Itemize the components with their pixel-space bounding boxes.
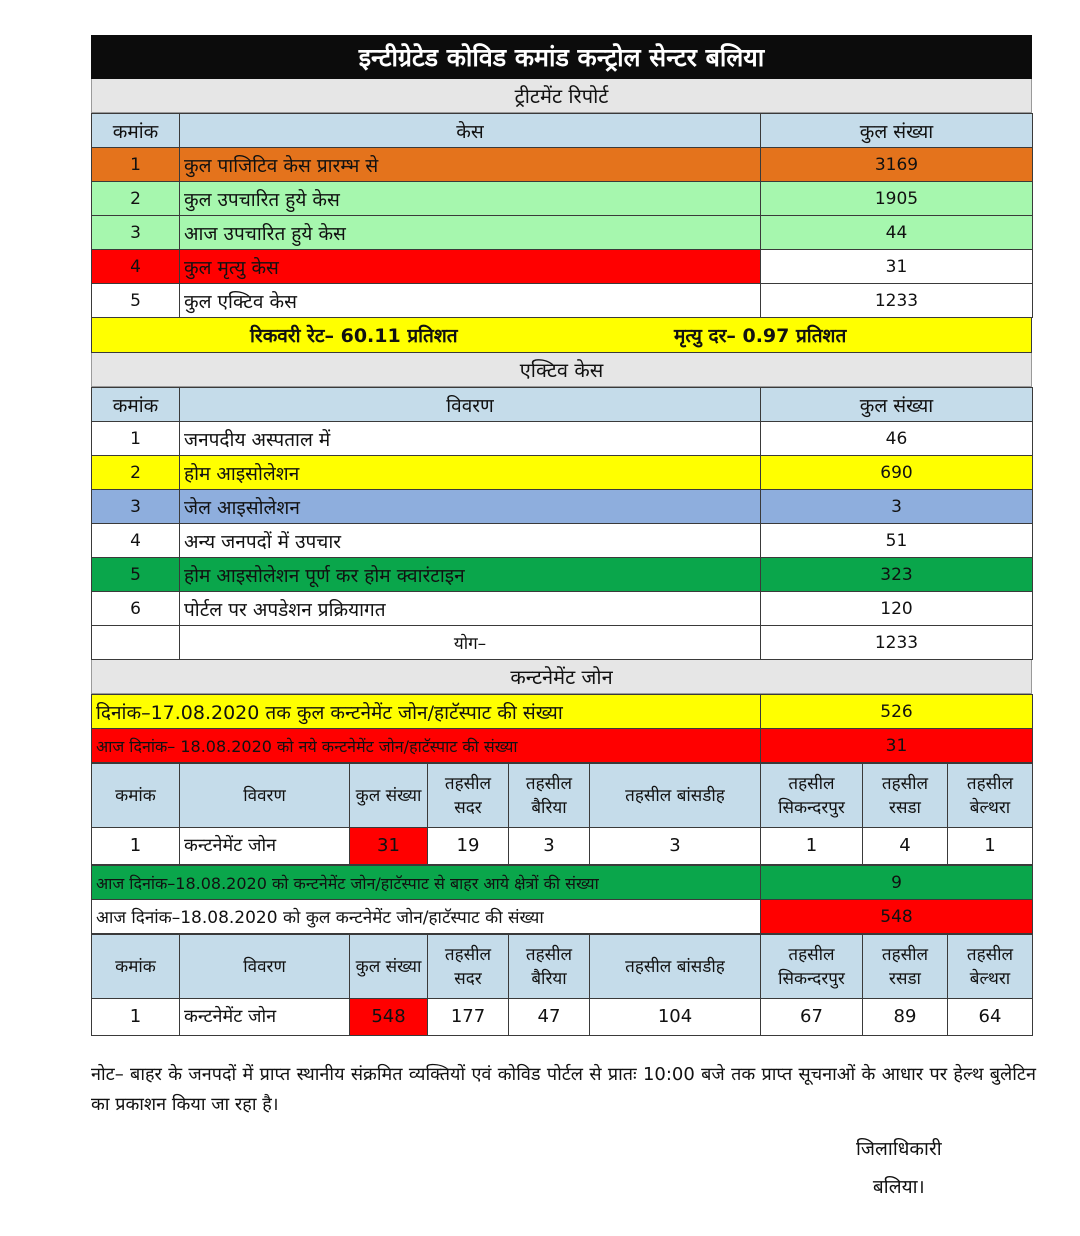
- table-row: [92, 456, 1033, 490]
- table-row: [92, 828, 1033, 865]
- row-label: कन्टनेमेंट जोन: [180, 828, 350, 865]
- new-today-label: आज दिनांक– 18.08.2020 को नये कन्टनेमेंट जोन/हाटॅस्पाट की संख्या: [92, 729, 761, 763]
- active-header-row: [92, 388, 1033, 422]
- col-total-header: कुल संख्या: [761, 114, 1033, 148]
- table-row: [92, 284, 1033, 318]
- row-sno: 5: [92, 558, 180, 592]
- active-section-title: एक्टिव केस: [91, 353, 1032, 387]
- row-value: 46: [761, 422, 1033, 456]
- col-rasra-header: तहसील रसडा: [863, 764, 948, 828]
- table-row: [92, 490, 1033, 524]
- col-rasra-header: तहसील रसडा: [863, 935, 948, 999]
- table-row: [92, 250, 1033, 284]
- total-today-row: [92, 900, 1033, 934]
- table-row: [92, 524, 1033, 558]
- row-value: 120: [761, 592, 1033, 626]
- containment-header-row: [92, 935, 1033, 999]
- col-detail-header: विवरण: [180, 935, 350, 999]
- row-sno: 1: [92, 828, 180, 865]
- col-sadar-header: तहसील सदर: [428, 764, 509, 828]
- row-value: 51: [761, 524, 1033, 558]
- col-total-header: कुल संख्या: [761, 388, 1033, 422]
- row-rasra: 89: [863, 999, 948, 1036]
- row-sno: 4: [92, 250, 180, 284]
- table-row: [92, 182, 1033, 216]
- containment-total-table: [91, 934, 1033, 1036]
- row-label: कुल मृत्यु केस: [180, 250, 761, 284]
- row-label: पोर्टल पर अपडेशन प्रक्रियागत: [180, 592, 761, 626]
- recovery-rate: रिकवरी रेट– 60.11 प्रतिशत: [250, 325, 458, 347]
- row-total: 31: [350, 828, 428, 865]
- page-title: इन्टीग्रेटेड कोविड कमांड कन्ट्रोल सेन्टर बलिया: [91, 35, 1032, 79]
- row-belthara: 64: [948, 999, 1033, 1036]
- treatment-header-row: [92, 114, 1033, 148]
- row-sno: 3: [92, 216, 180, 250]
- out-today-value: 9: [761, 866, 1033, 900]
- signature-title: जिलाधिकारी: [856, 1138, 942, 1160]
- table-row: [92, 216, 1033, 250]
- containment-summary-top: [91, 694, 1033, 763]
- row-sadar: 177: [428, 999, 509, 1036]
- row-value: 3169: [761, 148, 1033, 182]
- row-label: आज उपचारित हुये केस: [180, 216, 761, 250]
- signature-block: [856, 1130, 942, 1206]
- rate-band: [91, 318, 1032, 353]
- table-row: [92, 592, 1033, 626]
- row-total: 548: [350, 999, 428, 1036]
- col-sno-header: कमांक: [92, 935, 180, 999]
- col-total-header: कुल संख्या: [350, 764, 428, 828]
- total-value: 1233: [761, 626, 1033, 660]
- row-value: 31: [761, 250, 1033, 284]
- row-label: होम आइसोलेशन पूर्ण कर होम क्वारंटाइन: [180, 558, 761, 592]
- table-row: [92, 558, 1033, 592]
- row-label: कुल उपचारित हुये केस: [180, 182, 761, 216]
- col-belthara-header: तहसील बेल्थरा: [948, 764, 1033, 828]
- row-bansdih: 3: [590, 828, 761, 865]
- row-sno: 3: [92, 490, 180, 524]
- col-bairia-header: तहसील बैरिया: [509, 935, 590, 999]
- new-today-value: 31: [761, 729, 1033, 763]
- till-date-label: दिनांक–17.08.2020 तक कुल कन्टनेमेंट जोन/हाटॅस्पाट की संख्या: [92, 695, 761, 729]
- till-date-value: 526: [761, 695, 1033, 729]
- row-value: 3: [761, 490, 1033, 524]
- treatment-table: [91, 113, 1033, 318]
- row-bairia: 3: [509, 828, 590, 865]
- active-table: [91, 387, 1033, 660]
- col-sno-header: कमांक: [92, 388, 180, 422]
- row-value: 1905: [761, 182, 1033, 216]
- row-sikanderpur: 67: [761, 999, 863, 1036]
- row-label: कन्टनेमेंट जोन: [180, 999, 350, 1036]
- out-today-label: आज दिनांक–18.08.2020 को कन्टनेमेंट जोन/हाटॅस्पाट से बाहर आये क्षेत्रों की संख्या: [92, 866, 761, 900]
- row-rasra: 4: [863, 828, 948, 865]
- row-sno: 4: [92, 524, 180, 558]
- row-sno-empty: [92, 626, 180, 660]
- table-row: [92, 999, 1033, 1036]
- row-sno: 2: [92, 456, 180, 490]
- row-label: होम आइसोलेशन: [180, 456, 761, 490]
- col-sno-header: कमांक: [92, 114, 180, 148]
- col-bansdih-header: तहसील बांसडीह: [590, 764, 761, 828]
- row-sno: 1: [92, 999, 180, 1036]
- row-bansdih: 104: [590, 999, 761, 1036]
- table-row: [92, 422, 1033, 456]
- row-sadar: 19: [428, 828, 509, 865]
- col-belthara-header: तहसील बेल्थरा: [948, 935, 1033, 999]
- col-sikanderpur-header: तहसील सिकन्दरपुर: [761, 935, 863, 999]
- col-sno-header: कमांक: [92, 764, 180, 828]
- row-value: 44: [761, 216, 1033, 250]
- col-bairia-header: तहसील बैरिया: [509, 764, 590, 828]
- containment-section-title: कन्टनेमेंट जोन: [91, 660, 1032, 694]
- row-sno: 1: [92, 422, 180, 456]
- new-today-row: [92, 729, 1033, 763]
- col-bansdih-header: तहसील बांसडीह: [590, 935, 761, 999]
- bulletin: [91, 35, 1032, 1036]
- row-value: 690: [761, 456, 1033, 490]
- row-bairia: 47: [509, 999, 590, 1036]
- treatment-section-title: ट्रीटमेंट रिपोर्ट: [91, 79, 1032, 113]
- death-rate: मृत्यु दर– 0.97 प्रतिशत: [674, 325, 847, 347]
- row-sno: 5: [92, 284, 180, 318]
- row-value: 323: [761, 558, 1033, 592]
- containment-summary-bottom: [91, 865, 1033, 934]
- col-detail-header: विवरण: [180, 764, 350, 828]
- col-total-header: कुल संख्या: [350, 935, 428, 999]
- col-sadar-header: तहसील सदर: [428, 935, 509, 999]
- row-sno: 2: [92, 182, 180, 216]
- row-belthara: 1: [948, 828, 1033, 865]
- total-label: योग–: [180, 626, 761, 660]
- row-label: कुल पाजिटिव केस प्रारम्भ से: [180, 148, 761, 182]
- table-row: [92, 148, 1033, 182]
- row-value: 1233: [761, 284, 1033, 318]
- total-today-label: आज दिनांक–18.08.2020 को कुल कन्टनेमेंट जोन/हाटॅस्पाट की संख्या: [92, 900, 761, 934]
- signature-place: बलिया।: [872, 1176, 925, 1198]
- row-sikanderpur: 1: [761, 828, 863, 865]
- till-date-row: [92, 695, 1033, 729]
- total-row: [92, 626, 1033, 660]
- row-sno: 6: [92, 592, 180, 626]
- col-detail-header: विवरण: [180, 388, 761, 422]
- out-today-row: [92, 866, 1033, 900]
- row-label: जनपदीय अस्पताल में: [180, 422, 761, 456]
- row-label: जेल आइसोलेशन: [180, 490, 761, 524]
- row-label: अन्य जनपदों में उपचार: [180, 524, 761, 558]
- row-sno: 1: [92, 148, 180, 182]
- col-sikanderpur-header: तहसील सिकन्दरपुर: [761, 764, 863, 828]
- col-case-header: केस: [180, 114, 761, 148]
- containment-new-table: [91, 763, 1033, 865]
- total-today-value: 548: [761, 900, 1033, 934]
- row-label: कुल एक्टिव केस: [180, 284, 761, 318]
- containment-header-row: [92, 764, 1033, 828]
- footnote: नोट– बाहर के जनपदों में प्राप्त स्थानीय संक्रमित व्यक्तियों एवं कोविड पोर्टल से प्रातः 10:00 बजे तक प्राप्त सूचनाओं के आधार पर हेल्थ बुलेटिन का प्रकाशन किया जा रहा है।: [91, 1064, 1036, 1115]
